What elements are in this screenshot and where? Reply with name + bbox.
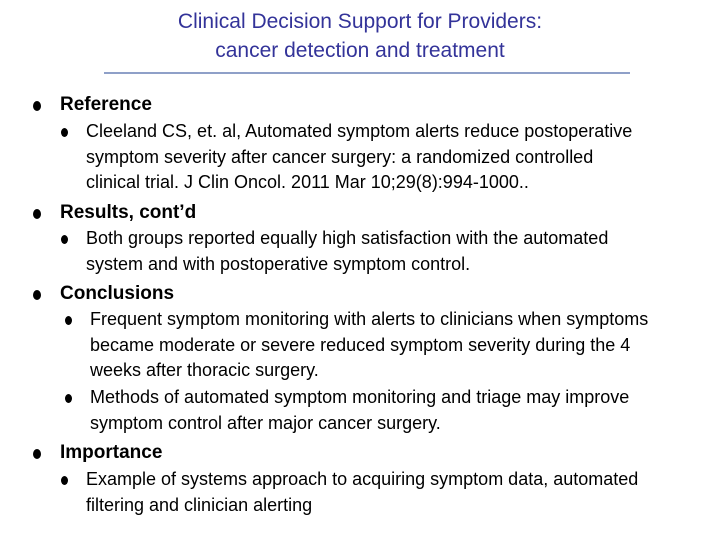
text-line: Frequent symptom monitoring with alerts to clinicians when symptoms — [90, 309, 649, 329]
text-line: Cleeland CS, et. al, Automated symptom alerts reduce postoperative — [86, 121, 633, 141]
results-item — [86, 226, 712, 277]
text-line: filtering and clinician alerting — [86, 494, 313, 515]
text-line: clinical trial. J Clin Oncol. 2011 Mar 10;29(8):994-1000.. — [86, 172, 529, 192]
bullet-icon — [61, 128, 68, 137]
bullet-icon — [33, 449, 41, 459]
text-line: Both groups reported equally high satisfaction with the automated — [86, 228, 609, 248]
bullet-icon — [61, 235, 68, 244]
bullet-icon — [65, 316, 72, 325]
bullet-icon — [33, 209, 41, 219]
reference-citation — [86, 119, 712, 196]
section-heading-importance: Importance — [60, 442, 163, 463]
conclusions-item-2 — [90, 385, 716, 436]
bullet-icon — [61, 476, 68, 485]
importance-item — [86, 467, 712, 518]
text-line: weeks after thoracic surgery. — [90, 360, 319, 380]
text-line: Methods of automated symptom monitoring and triage may improve — [90, 387, 630, 407]
text-line: became moderate or severe reduced symptom severity during the 4 — [90, 334, 631, 355]
slide-title-line-2: cancer detection and treatment — [215, 39, 505, 62]
section-heading-results: Results, cont’d — [60, 202, 197, 223]
section-heading-conclusions: Conclusions — [60, 283, 175, 304]
slide-title — [0, 7, 720, 65]
title-divider — [104, 72, 630, 74]
bullet-icon — [33, 290, 41, 300]
bullet-icon — [65, 394, 72, 403]
conclusions-item-1 — [90, 307, 716, 384]
slide-title-line-1: Clinical Decision Support for Providers: — [177, 10, 543, 33]
section-heading-reference: Reference — [60, 94, 152, 115]
text-line: symptom severity after cancer surgery: a randomized controlled — [86, 146, 594, 167]
text-line: Example of systems approach to acquiring symptom data, automated — [86, 469, 639, 489]
text-line: system and with postoperative symptom control. — [86, 253, 471, 274]
text-line: symptom control after major cancer surgery. — [90, 412, 441, 433]
bullet-icon — [33, 101, 41, 111]
